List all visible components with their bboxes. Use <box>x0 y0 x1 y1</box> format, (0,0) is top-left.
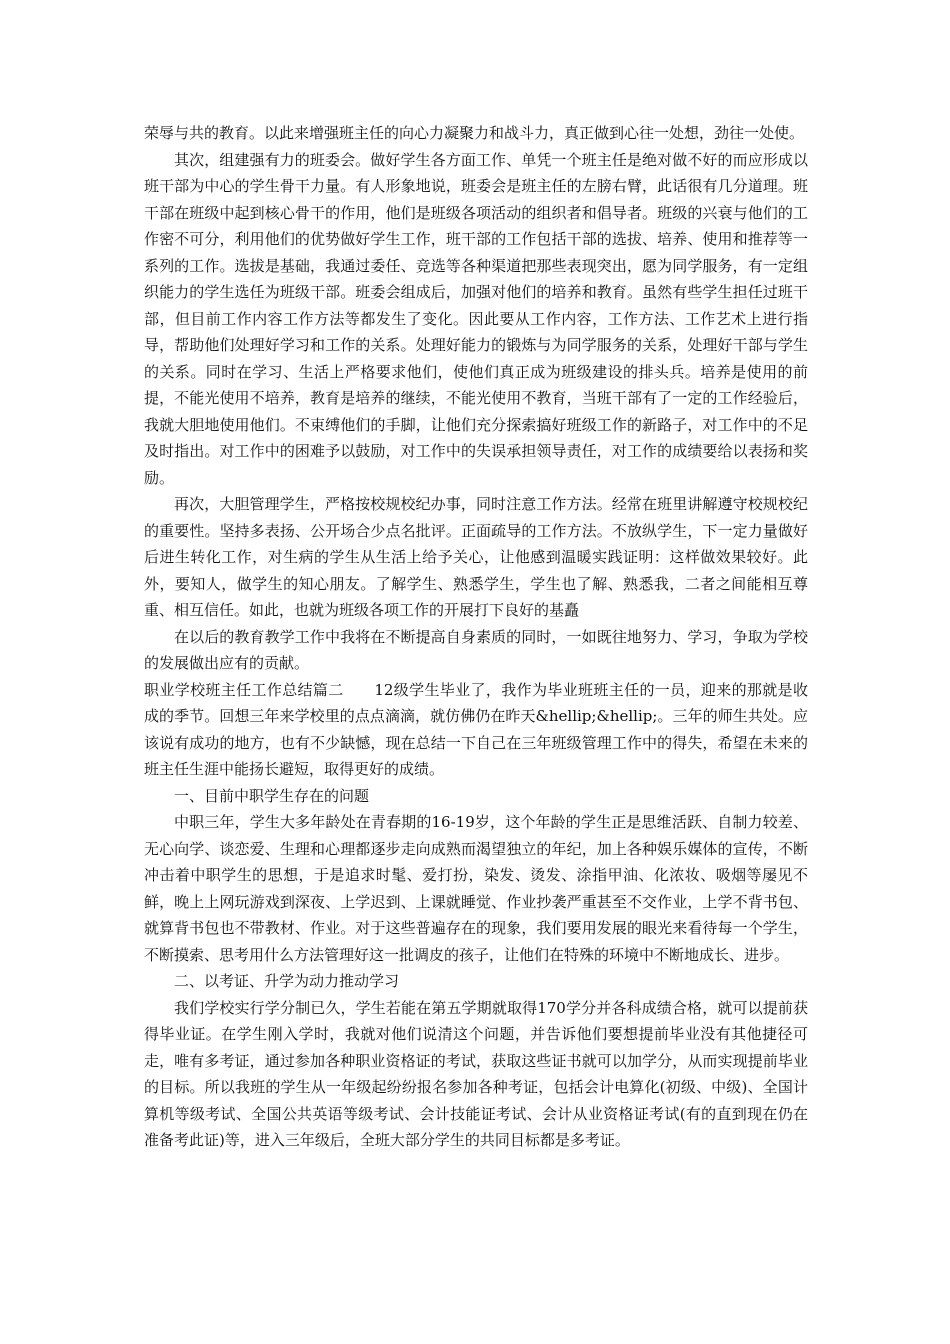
paragraph-continuation: 荣辱与共的教育。以此来增强班主任的向心力凝聚力和战斗力，真正做到心往一处想，劲往一处使。 <box>144 124 805 142</box>
paragraph-summary-part-two: 职业学校班主任工作总结篇二 12级学生毕业了，我作为毕业班班主任的一员，迎来的那就是收成的季节。回想三年来学校里的点点滴滴，就仿佛仍在昨天&hellip;&hellip;。三年的师生共处。应该说有成功的地方，也有不少缺憾，现在总结一下自己在三年班级管理工作中的得失，希望在未来的班主任生涯中能扬长避短，取得更好的成绩。 <box>144 680 808 778</box>
paragraph-problems: 中职三年，学生大多年龄处在青春期的16-19岁，这个年龄的学生正是思维活跃、自制力较差、无心向学、谈恋爱、生理和心理都逐步走向成熟而渴望独立的年纪，加上各种娱乐媒体的宣传，不断冲击着中职学生的思想，于是追求时髦、爱打扮，染发、烫发、涂指甲油、化浓妆、吸烟等屡见不鲜，晚上上网玩游戏到深夜、上学迟到、上课就睡觉、作业抄袭严重甚至不交作业，上学不背书包、就算背书包也不带教材、作业。对于这些普遍存在的现象，我们要用发展的眼光来看待每一个学生，不断摸索、思考用什么方法管理好这一批调皮的孩子，让他们在特殊的环境中不断地成长、进步。 <box>144 813 808 964</box>
paragraph-class-committee: 其次，组建强有力的班委会。做好学生各方面工作、单凭一个班主任是绝对做不好的而应形成以班干部为中心的学生骨干力量。有人形象地说，班委会是班主任的左膀右臂，此话很有几分道理。班干部在班级中起到核心骨干的作用，他们是班级各项活动的组织者和倡导者。班级的兴衰与他们的工作密不可分，利用他们的优势做好学生工作，班干部的工作包括干部的选拔、培养、使用和推荐等一系列的工作。选拔是基础，我通过委任、竞选等各种渠道把那些表现突出，愿为同学服务，有一定组织能力的学生选任为班级干部。班委会组成后，加强对他们的培养和教育。虽然有些学生担任过班干部，但目前工作内容工作方法等都发生了变化。因此要从工作内容，工作方法、工作艺术上进行指导，帮助他们处理好学习和工作的关系。处理好能力的锻炼与为同学服务的关系，处理好干部与学生的关系。同时在学习、生活上严格要求他们，使他们真正成为班级建设的排头兵。培养是使用的前提，不能光使用不培养，教育是培养的继续，不能光使用不教育，当班干部有了一定的工作经验后，我就大胆地使用他们。不束缚他们的手脚，让他们充分探索搞好班级工作的新路子，对工作中的不足及时指出。对工作中的困难予以鼓励，对工作中的失误承担领导责任，对工作的成绩要给以表扬和奖励。 <box>144 150 808 487</box>
paragraph-certificates: 我们学校实行学分制已久，学生若能在第五学期就取得170学分并各科成绩合格，就可以提前获得毕业证。在学生刚入学时，我就对他们说清这个问题，并告诉他们要想提前毕业没有其他捷径可走，唯有多考证，通过参加各种职业资格证的考试，获取这些证书就可以加学分，从而实现提前毕业的目标。所以我班的学生从一年级起纷纷报名参加各种考证，包括会计电算化(初级、中级)、全国计算机等级考试、全国公共英语等级考试、会计技能证考试、会计从业资格证考试(有的直到现在仍在准备考此证)等，进入三年级后，全班大部分学生的共同目标都是多考证。 <box>144 998 808 1149</box>
section-heading-certificates: 二、以考证、升学为动力推动学习 <box>174 972 400 990</box>
paragraph-conclusion: 在以后的教育教学工作中我将在不断提高自身素质的同时，一如既往地努力、学习，争取为学校的发展做出应有的贡献。 <box>144 627 808 672</box>
section-heading-problems: 一、目前中职学生存在的问题 <box>174 786 370 805</box>
document-body <box>144 120 808 1154</box>
paragraph-manage-students: 再次，大胆管理学生，严格按校规校纪办事，同时注意工作方法。经常在班里讲解遵守校规校纪的重要性。坚持多表扬、公开场合少点名批评。正面疏导的工作方法。不放纵学生，下一定力量做好后进生转化工作，对生病的学生从生活上给予关心，让他感到温暖实践证明：这样做效果较好。此外，要知人，做学生的知心朋友。了解学生、熟悉学生，学生也了解、熟悉我，二者之间能相互尊重、相互信任。如此，也就为班级各项工作的开展打下良好的基矗 <box>144 495 808 619</box>
